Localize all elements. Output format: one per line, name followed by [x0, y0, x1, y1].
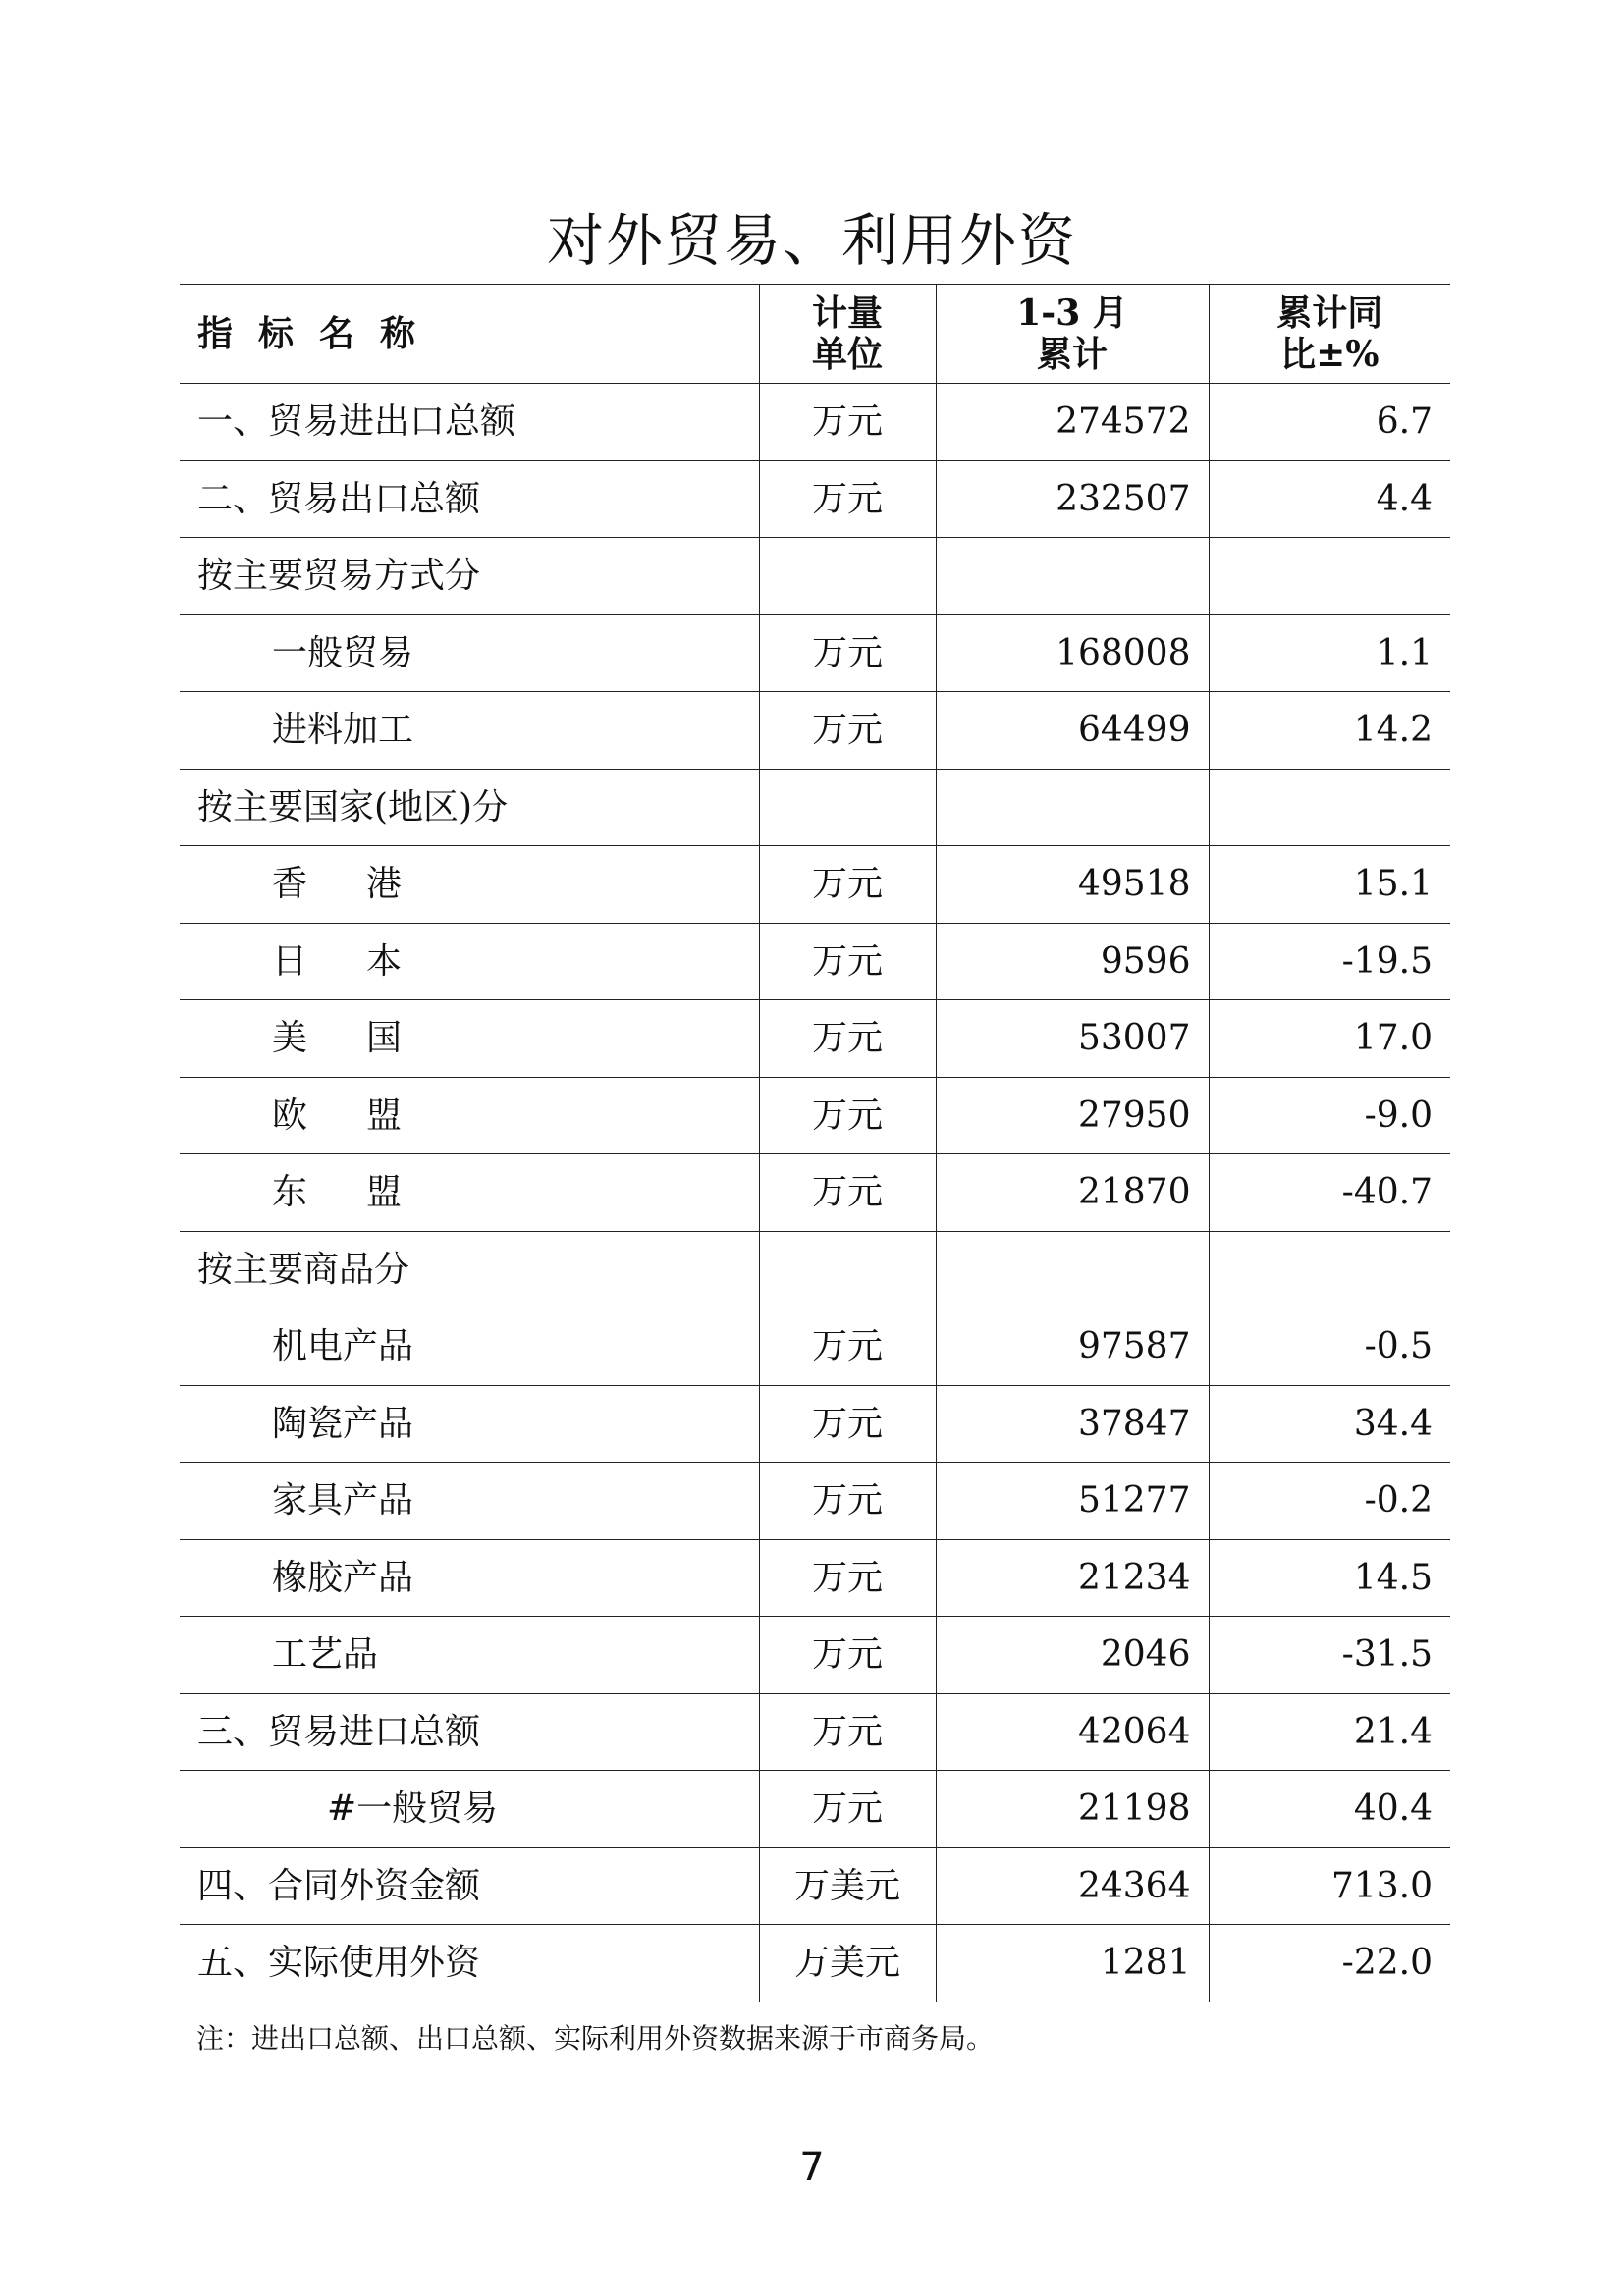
row-unit: 万元: [759, 384, 936, 461]
row-cumulative-value: 64499: [936, 692, 1209, 770]
table-row: [180, 1385, 1450, 1463]
row-indicator-name: 一、贸易进出口总额: [180, 384, 759, 461]
row-unit: 万元: [759, 1693, 936, 1771]
row-yoy-change: 21.4: [1209, 1693, 1450, 1771]
row-indicator-name: 欧盟: [180, 1077, 759, 1154]
row-yoy-change: 4.4: [1209, 460, 1450, 538]
row-indicator-name: 香港: [180, 846, 759, 924]
row-cumulative-value: 21198: [936, 1771, 1209, 1848]
header-indicator-name: 指标名称: [180, 285, 759, 384]
table-row: [180, 384, 1450, 461]
row-cumulative-value: [936, 1231, 1209, 1308]
row-yoy-change: -0.2: [1209, 1463, 1450, 1540]
row-indicator-name: #一般贸易: [180, 1771, 759, 1848]
row-yoy-change: 15.1: [1209, 846, 1450, 924]
row-yoy-change: 14.2: [1209, 692, 1450, 770]
table-row: [180, 1077, 1450, 1154]
row-yoy-change: 6.7: [1209, 384, 1450, 461]
table-row: [180, 692, 1450, 770]
row-indicator-name: 美国: [180, 1000, 759, 1078]
table-row: [180, 846, 1450, 924]
trade-statistics-table: [180, 284, 1450, 2002]
row-indicator-name: 陶瓷产品: [180, 1385, 759, 1463]
row-cumulative-value: [936, 769, 1209, 846]
row-indicator-name: 按主要贸易方式分: [180, 538, 759, 615]
row-yoy-change: -9.0: [1209, 1077, 1450, 1154]
row-indicator-name: 东盟: [180, 1154, 759, 1232]
row-indicator-name: 工艺品: [180, 1617, 759, 1694]
row-unit: 万元: [759, 1385, 936, 1463]
row-cumulative-value: 49518: [936, 846, 1209, 924]
header-unit-line1: 计量: [811, 293, 883, 334]
row-unit: 万元: [759, 460, 936, 538]
row-yoy-change: 14.5: [1209, 1539, 1450, 1617]
row-unit: 万元: [759, 1463, 936, 1540]
table-row: [180, 1308, 1450, 1386]
row-yoy-change: -40.7: [1209, 1154, 1450, 1232]
table-row: [180, 1539, 1450, 1617]
row-cumulative-value: 27950: [936, 1077, 1209, 1154]
row-cumulative-value: 21870: [936, 1154, 1209, 1232]
row-cumulative-value: 9596: [936, 923, 1209, 1000]
row-yoy-change: -31.5: [1209, 1617, 1450, 1694]
header-change-line2: 比±%: [1280, 334, 1380, 375]
row-unit: 万元: [759, 1539, 936, 1617]
row-yoy-change: [1209, 769, 1450, 846]
row-cumulative-value: 97587: [936, 1308, 1209, 1386]
row-unit: [759, 1231, 936, 1308]
table-row: [180, 1925, 1450, 2002]
header-cumulative-value: [936, 285, 1209, 384]
row-cumulative-value: 37847: [936, 1385, 1209, 1463]
table-row: [180, 1154, 1450, 1232]
header-value-line1: 1-3 月: [1016, 293, 1128, 334]
row-cumulative-value: 53007: [936, 1000, 1209, 1078]
row-yoy-change: 34.4: [1209, 1385, 1450, 1463]
header-yoy-change: [1209, 285, 1450, 384]
row-unit: [759, 538, 936, 615]
row-indicator-name: 二、贸易出口总额: [180, 460, 759, 538]
row-unit: [759, 769, 936, 846]
row-cumulative-value: 2046: [936, 1617, 1209, 1694]
row-unit: 万元: [759, 692, 936, 770]
row-indicator-name: 四、合同外资金额: [180, 1847, 759, 1925]
row-indicator-name: 橡胶产品: [180, 1539, 759, 1617]
table-row: [180, 614, 1450, 692]
row-cumulative-value: 274572: [936, 384, 1209, 461]
row-indicator-name: 日本: [180, 923, 759, 1000]
row-indicator-name: 按主要国家(地区)分: [180, 769, 759, 846]
row-indicator-name: 三、贸易进口总额: [180, 1693, 759, 1771]
row-cumulative-value: 24364: [936, 1847, 1209, 1925]
row-unit: 万元: [759, 1154, 936, 1232]
table-row: [180, 1693, 1450, 1771]
table-row: [180, 460, 1450, 538]
row-indicator-name: 一般贸易: [180, 614, 759, 692]
row-unit: 万美元: [759, 1847, 936, 1925]
table-row: [180, 1463, 1450, 1540]
row-yoy-change: [1209, 538, 1450, 615]
row-cumulative-value: 168008: [936, 614, 1209, 692]
row-yoy-change: 1.1: [1209, 614, 1450, 692]
row-yoy-change: -22.0: [1209, 1925, 1450, 2002]
table-row: [180, 1617, 1450, 1694]
table-body: [180, 384, 1450, 2002]
row-unit: 万元: [759, 1308, 936, 1386]
header-value-line2: 累计: [1036, 334, 1108, 375]
table-row: [180, 1847, 1450, 1925]
table-header-row: [180, 285, 1450, 384]
row-indicator-name: 进料加工: [180, 692, 759, 770]
row-indicator-name: 机电产品: [180, 1308, 759, 1386]
row-indicator-name: 按主要商品分: [180, 1231, 759, 1308]
table-row: [180, 1231, 1450, 1308]
row-unit: 万元: [759, 1000, 936, 1078]
row-yoy-change: 713.0: [1209, 1847, 1450, 1925]
table-row: [180, 923, 1450, 1000]
row-cumulative-value: 42064: [936, 1693, 1209, 1771]
table-row: [180, 538, 1450, 615]
row-yoy-change: 17.0: [1209, 1000, 1450, 1078]
row-cumulative-value: 21234: [936, 1539, 1209, 1617]
row-unit: 万元: [759, 923, 936, 1000]
footnote: 注：进出口总额、出口总额、实际利用外资数据来源于市商务局。: [196, 2022, 995, 2055]
row-unit: 万元: [759, 1771, 936, 1848]
row-unit: 万元: [759, 1077, 936, 1154]
row-yoy-change: 40.4: [1209, 1771, 1450, 1848]
row-indicator-name: 家具产品: [180, 1463, 759, 1540]
table-row: [180, 1000, 1450, 1078]
header-unit: [759, 285, 936, 384]
table-row: [180, 769, 1450, 846]
row-indicator-name: 五、实际使用外资: [180, 1925, 759, 2002]
row-yoy-change: -19.5: [1209, 923, 1450, 1000]
row-cumulative-value: [936, 538, 1209, 615]
header-change-line1: 累计同: [1276, 293, 1383, 334]
row-yoy-change: -0.5: [1209, 1308, 1450, 1386]
page-title: 对外贸易、利用外资: [546, 207, 1077, 274]
row-cumulative-value: 1281: [936, 1925, 1209, 2002]
row-unit: 万元: [759, 614, 936, 692]
row-unit: 万美元: [759, 1925, 936, 2002]
header-unit-line2: 单位: [811, 334, 883, 375]
row-unit: 万元: [759, 846, 936, 924]
page-number: 7: [799, 2145, 825, 2190]
table-row: [180, 1771, 1450, 1848]
row-unit: 万元: [759, 1617, 936, 1694]
row-cumulative-value: 51277: [936, 1463, 1209, 1540]
row-yoy-change: [1209, 1231, 1450, 1308]
row-cumulative-value: 232507: [936, 460, 1209, 538]
